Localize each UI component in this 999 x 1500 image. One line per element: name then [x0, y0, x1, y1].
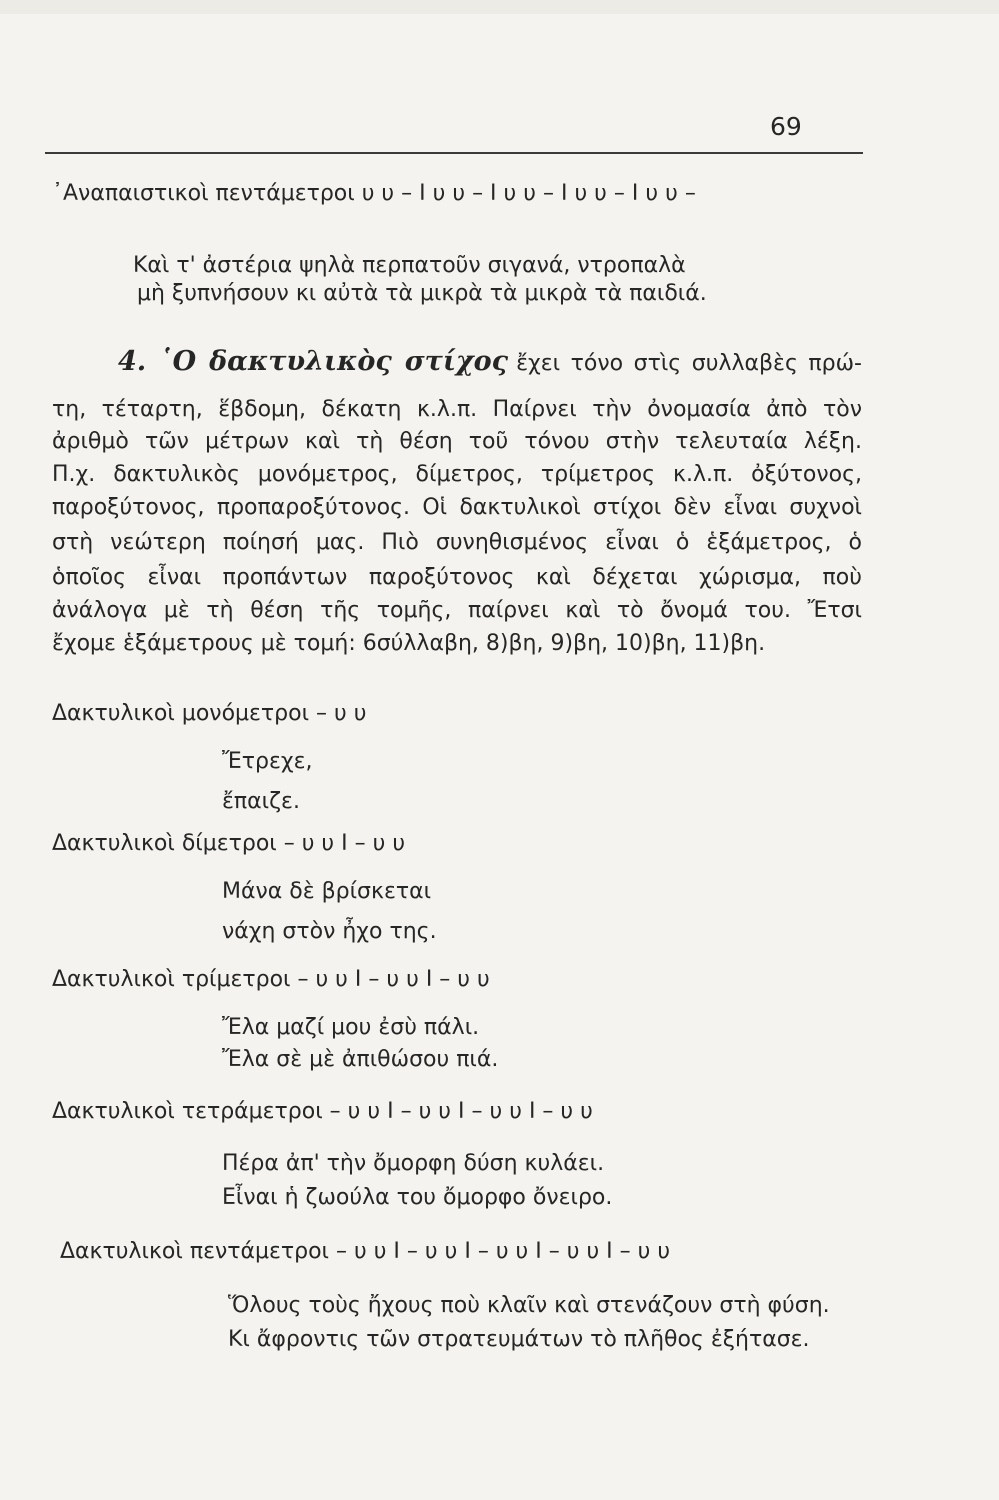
paragraph-line: Π.χ. δακτυλικὸς μονόμετρος, δίμετρος, τρίμετρος κ.λ.π. ὀξύτονος, — [52, 462, 862, 487]
verse-line: Ἔτρεχε, — [222, 749, 313, 774]
verse-line: Ἔλα σὲ μὲ ἀπιθώσου πιά. — [222, 1047, 499, 1072]
paragraph-line: ἀνάλογα μὲ τὴ θέση τῆς τομῆς, παίρνει καὶ τὸ ὄνομά του. Ἔτσι — [52, 598, 862, 623]
verse-line: ἔπαιζε. — [222, 789, 300, 814]
section-4-heading: 4. ῾Ο δακτυλικὸς στίχος — [118, 346, 509, 377]
verse-line: μὴ ξυπνήσουν κι αὐτὰ τὰ μικρὰ τὰ μικρὰ τὰ παιδιά. — [137, 281, 707, 306]
meter-line-dactylic-monometer: Δακτυλικοὶ μονόμετροι – υ υ — [52, 701, 367, 726]
paragraph-line: ἀριθμὸ τῶν μέτρων καὶ τὴ θέση τοῦ τόνου στὴν τελευταία λέξη. — [52, 429, 862, 454]
meter-line-dactylic-dimeter: Δακτυλικοὶ δίμετροι – υ υ Ι – υ υ — [52, 831, 406, 856]
paragraph-line: παροξύτονος, προπαροξύτονος. Οἱ δακτυλικοὶ στίχοι δὲν εἶναι συχνοὶ — [52, 495, 862, 520]
meter-line-anapaestic-pentameter: ᾿Αναπαιστικοὶ πεντάμετροι υ υ – Ι υ υ – Ι υ υ – Ι υ υ – Ι υ υ – — [52, 181, 696, 206]
verse-line: Κι ἄφροντις τῶν στρατευμάτων τὸ πλῆθος ἐξήτασε. — [228, 1327, 810, 1352]
verse-line: Πέρα ἀπ' τὴν ὄμορφη δύση κυλάει. — [222, 1151, 605, 1176]
verse-line: Καὶ τ' ἀστέρια ψηλὰ περπατοῦν σιγανά, ντροπαλὰ — [133, 253, 686, 278]
paragraph-line: ἔχομε ἑξάμετρους μὲ τομή: 6σύλλαβη, 8)βη, 9)βη, 10)βη, 11)βη. — [52, 631, 766, 656]
paragraph-line: τη, τέταρτη, ἕβδομη, δέκατη κ.λ.π. Παίρνει τὴν ὀνομασία ἀπὸ τὸν — [52, 397, 862, 422]
meter-line-dactylic-trimeter: Δακτυλικοὶ τρίμετροι – υ υ Ι – υ υ Ι – υ υ — [52, 967, 490, 992]
meter-line-dactylic-tetrameter: Δακτυλικοὶ τετράμετροι – υ υ Ι – υ υ Ι – υ υ Ι – υ υ — [52, 1099, 593, 1124]
page-number: 69 — [770, 112, 802, 141]
paragraph-line: ὁποῖος εἶναι προπάντων παροξύτονος καὶ δέχεται χώρισμα, ποὺ — [52, 565, 862, 590]
paragraph-line: στὴ νεώτερη ποίησή μας. Πιὸ συνηθισμένος εἶναι ὁ ἑξάμετρος, ὁ — [52, 530, 862, 555]
section-4-heading-line: 4. ῾Ο δακτυλικὸς στίχος ἔχει τόνο στὶς συλλαβὲς πρώ- — [118, 346, 863, 377]
verse-line: νάχη στὸν ἦχο της. — [222, 919, 437, 944]
verse-line: Μάνα δὲ βρίσκεται — [222, 879, 432, 904]
meter-line-dactylic-pentameter: Δακτυλικοὶ πεντάμετροι – υ υ Ι – υ υ Ι – υ υ Ι – υ υ Ι – υ υ — [60, 1239, 671, 1264]
verse-line: Ὅλους τοὺς ἤχους ποὺ κλαῖν καὶ στενάζουν στὴ φύση. — [228, 1293, 830, 1318]
top-edge-band — [0, 0, 999, 14]
verse-line: Εἶναι ἡ ζωούλα του ὄμορφο ὄνειρο. — [222, 1185, 613, 1210]
verse-line: Ἔλα μαζί μου ἐσὺ πάλι. — [222, 1015, 480, 1040]
header-rule — [45, 152, 863, 154]
